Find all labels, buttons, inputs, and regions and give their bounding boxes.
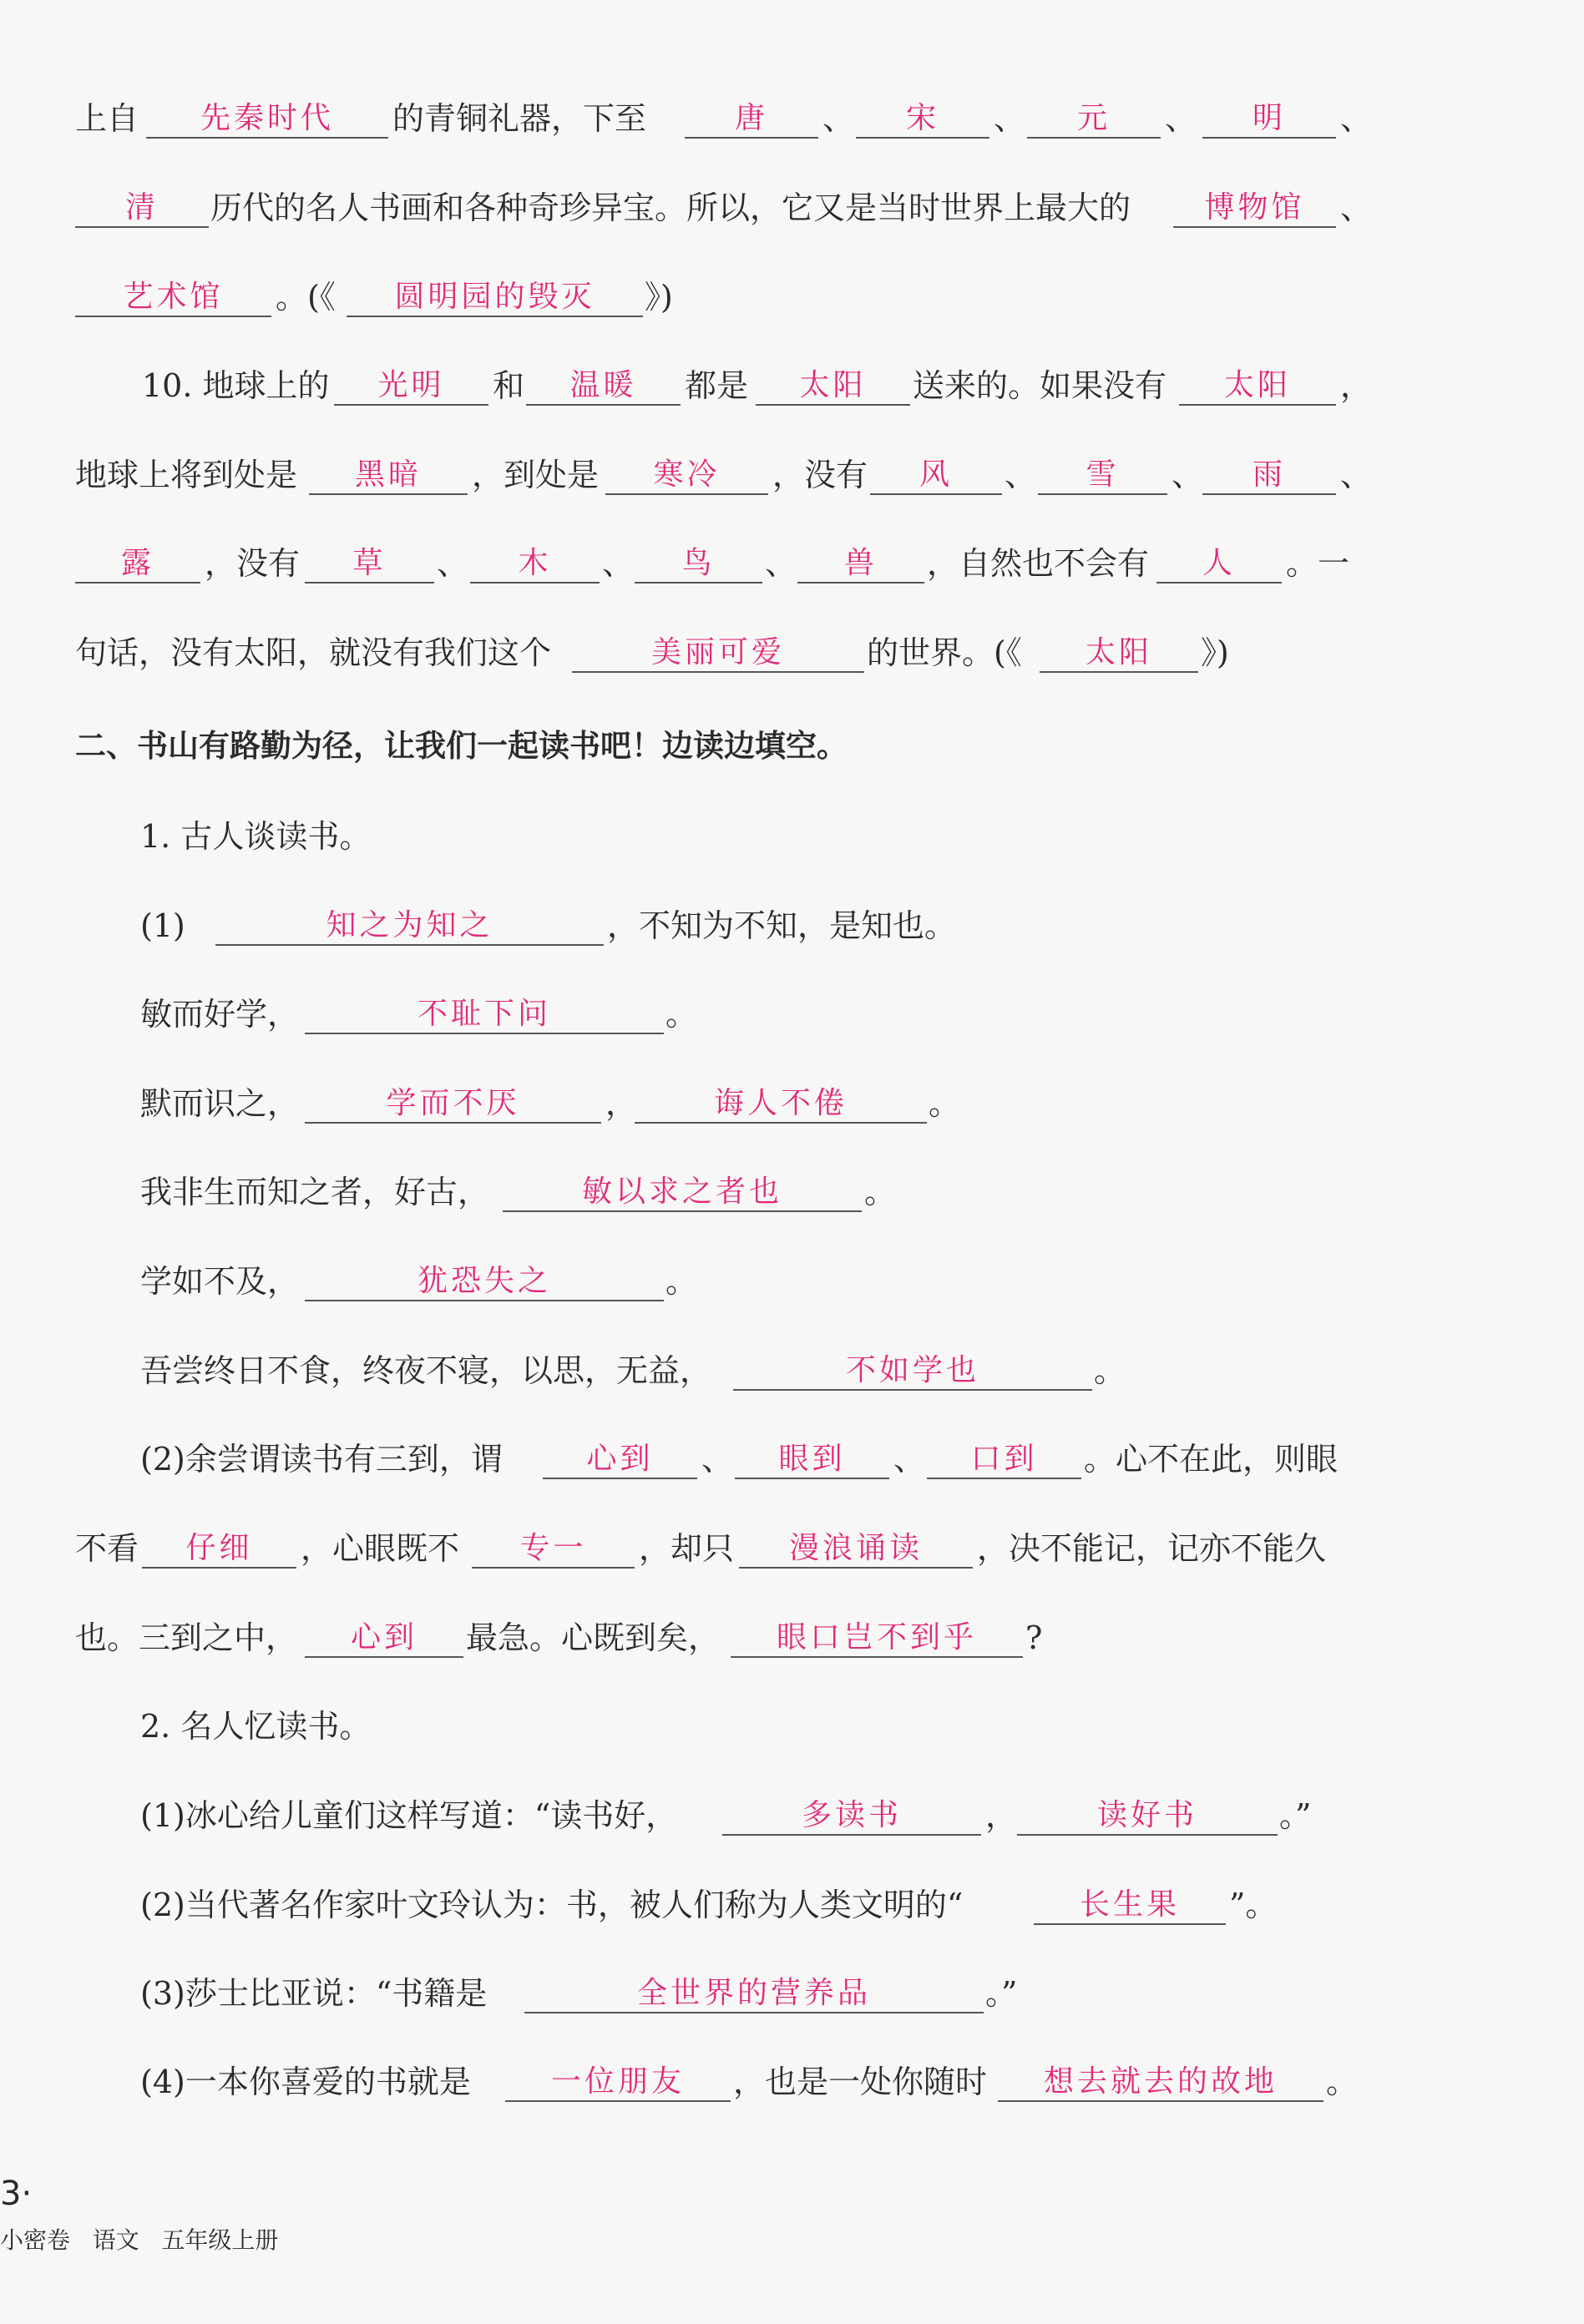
question-text: (1) [140, 907, 185, 944]
text-line [0, 1791, 1584, 1841]
answer-blank[interactable]: 寒冷 [605, 450, 768, 495]
question-text: 最急。心既到矣， [466, 1619, 721, 1656]
question-text: 也。三到之中， [75, 1619, 298, 1656]
question-text: 、 [1340, 100, 1373, 137]
text-line [0, 1346, 1584, 1396]
question-text: 、 [1165, 100, 1197, 137]
answer-blank[interactable]: 光明 [334, 361, 488, 406]
answer-blank[interactable]: 宋 [856, 93, 989, 139]
book-title: 小密卷 语文 五年级上册 [0, 2226, 279, 2254]
question-text: 上自 [75, 100, 139, 137]
question-text: ，决不能记，记亦不能久 [977, 1530, 1327, 1567]
answer-blank[interactable]: 唐 [685, 93, 818, 139]
question-text: 。 [665, 1263, 698, 1300]
question-text: 二、书山有路勤为径，让我们一起读书吧！边读边填空。 [75, 728, 848, 764]
answer-blank[interactable]: 诲人不倦 [635, 1079, 927, 1124]
text-line [0, 538, 1584, 589]
answer-blank[interactable]: 元 [1027, 93, 1161, 139]
question-text: 不看 [75, 1530, 139, 1567]
question-text: 吾尝终日不食，终夜不寝，以思，无益， [140, 1352, 712, 1389]
answer-blank[interactable]: 温暖 [526, 361, 681, 406]
question-text: 的世界。(《 [867, 634, 1022, 671]
question-text: 、 [437, 545, 469, 582]
answer-blank[interactable]: 心到 [305, 1613, 463, 1658]
question-text: ，心眼既不 [301, 1530, 460, 1567]
answer-blank[interactable]: 木 [470, 538, 600, 584]
answer-blank[interactable]: 专一 [472, 1523, 635, 1569]
question-text: 。” [985, 1975, 1018, 2012]
question-text: 。 [665, 996, 698, 1033]
answer-blank[interactable]: 草 [305, 538, 434, 584]
question-text: ，不知为不知，是知也。 [607, 907, 957, 944]
question-text: 。 [929, 1085, 961, 1122]
question-text: (2)余尝谓读书有三到，谓 [140, 1441, 503, 1478]
answer-blank[interactable]: 美丽可爱 [572, 628, 864, 673]
answer-blank[interactable]: 学而不厌 [305, 1079, 601, 1124]
text-line [0, 450, 1584, 500]
question-text: 、 [1340, 457, 1373, 493]
text-line [0, 1256, 1584, 1306]
question-text: 送来的。如果没有 [913, 367, 1167, 404]
question-text: ，也是一处你随时 [733, 2064, 988, 2100]
question-text: 学如不及， [140, 1263, 300, 1300]
text-line [0, 1167, 1584, 1217]
answer-blank[interactable]: 先秦时代 [146, 93, 388, 139]
answer-blank[interactable]: 黑暗 [309, 450, 468, 495]
answer-blank[interactable]: 心到 [543, 1434, 697, 1479]
question-text: ，却只 [639, 1530, 735, 1567]
answer-blank[interactable]: 明 [1202, 93, 1336, 139]
question-text: 、 [765, 545, 797, 582]
answer-blank[interactable]: 清 [75, 183, 209, 228]
question-text: 。(《 [276, 279, 336, 316]
question-text: 句话，没有太阳，就没有我们这个 [75, 634, 552, 671]
answer-blank[interactable]: 读好书 [1017, 1791, 1278, 1836]
answer-blank[interactable]: 鸟 [635, 538, 762, 584]
answer-blank[interactable]: 多读书 [722, 1791, 981, 1836]
answer-blank[interactable]: 一位朋友 [505, 2057, 731, 2102]
answer-blank[interactable]: 不耻下问 [305, 989, 664, 1034]
answer-blank[interactable]: 口到 [927, 1434, 1081, 1479]
text-line [0, 272, 1584, 322]
answer-blank[interactable]: 艺术馆 [75, 272, 271, 317]
answer-blank[interactable]: 漫浪诵读 [739, 1523, 973, 1569]
text-line [0, 1613, 1584, 1663]
question-text: 。 [864, 1174, 897, 1210]
question-text: 、 [1172, 457, 1204, 493]
question-text: 10. 地球上的 [142, 367, 330, 404]
text-line [0, 811, 1584, 861]
answer-blank[interactable]: 露 [75, 538, 200, 584]
question-text: 、 [701, 1441, 734, 1478]
question-text: ，没有 [205, 545, 301, 582]
answer-blank[interactable]: 眼到 [735, 1434, 889, 1479]
question-text: 。” [1279, 1797, 1312, 1834]
answer-blank[interactable]: 长生果 [1034, 1880, 1226, 1925]
question-text: 、 [1005, 457, 1037, 493]
question-text: ”。 [1229, 1887, 1278, 1923]
answer-blank[interactable]: 人 [1156, 538, 1282, 584]
answer-blank[interactable]: 风 [870, 450, 1002, 495]
answer-blank[interactable]: 太阳 [756, 361, 910, 406]
answer-blank[interactable]: 犹恐失之 [305, 1256, 664, 1301]
question-text: ，到处是 [472, 457, 600, 493]
question-text: ， [1340, 367, 1373, 404]
text-line [0, 93, 1584, 144]
question-text: ， [605, 1085, 638, 1122]
question-text: (4)一本你喜爱的书就是 [140, 2064, 471, 2100]
question-text: 。一 [1286, 545, 1350, 582]
question-text: 敏而好学， [140, 996, 300, 1033]
question-text: 、 [994, 100, 1026, 137]
answer-blank[interactable]: 眼口岂不到乎 [731, 1613, 1023, 1658]
answer-blank[interactable]: 想去就去的故地 [998, 2057, 1323, 2102]
question-text: 1. 古人谈读书。 [140, 818, 372, 855]
page-number: 3· [0, 2175, 33, 2213]
text-line [0, 901, 1584, 951]
question-text: 》) [1201, 634, 1229, 671]
text-line [0, 628, 1584, 678]
answer-blank[interactable]: 太阳 [1040, 628, 1198, 673]
answer-blank[interactable]: 不如学也 [733, 1346, 1092, 1391]
text-line [0, 1523, 1584, 1574]
question-text: 地球上将到处是 [75, 457, 298, 493]
text-line [0, 1880, 1584, 1930]
answer-blank[interactable]: 全世界的营养品 [524, 1968, 984, 2013]
answer-blank[interactable]: 仔细 [142, 1523, 296, 1569]
question-text: 的青铜礼器，下至 [392, 100, 647, 137]
answer-blank[interactable]: 博物馆 [1173, 183, 1336, 228]
text-line [0, 2057, 1584, 2107]
question-text: 都是 [685, 367, 749, 404]
question-text: 2. 名人忆读书。 [140, 1708, 372, 1745]
answer-blank[interactable]: 知之为知之 [215, 901, 604, 946]
answer-blank[interactable]: 太阳 [1179, 361, 1336, 406]
text-line [0, 1968, 1584, 2018]
text-line [0, 361, 1584, 411]
question-text: (3)莎士比亚说：“书籍是 [140, 1975, 488, 2012]
question-text: ，没有 [772, 457, 868, 493]
question-text: ， [985, 1797, 1018, 1834]
text-line [0, 1434, 1584, 1484]
text-line [0, 1079, 1584, 1129]
question-text: 、 [602, 545, 635, 582]
question-text: 和 [493, 367, 525, 404]
question-text: 。心不在此，则眼 [1084, 1441, 1339, 1478]
text-line [0, 183, 1584, 233]
question-text: 历代的名人书画和各种奇珍异宝。所以，它又是当时世界上最大的 [210, 189, 1131, 226]
question-text: ? [1025, 1619, 1043, 1656]
question-text: 默而识之， [140, 1085, 300, 1122]
question-text: ，自然也不会有 [927, 545, 1150, 582]
question-text: 、 [1340, 189, 1373, 226]
question-text: 、 [822, 100, 855, 137]
text-line [0, 1701, 1584, 1751]
answer-blank[interactable]: 兽 [797, 538, 924, 584]
question-text: (2)当代著名作家叶文玲认为：书，被人们称为人类文明的“ [140, 1887, 964, 1923]
answer-blank[interactable]: 雨 [1202, 450, 1336, 495]
section-heading [0, 721, 1584, 771]
text-line [0, 989, 1584, 1039]
question-text: (1)冰心给儿童们这样写道：“读书好， [140, 1797, 678, 1834]
question-text: 。 [1326, 2064, 1359, 2100]
question-text: 我非生而知之者，好古， [140, 1174, 490, 1210]
question-text: 、 [893, 1441, 926, 1478]
question-text: 》) [645, 279, 673, 316]
answer-blank[interactable]: 雪 [1038, 450, 1167, 495]
answer-blank[interactable]: 圆明园的毁灭 [347, 272, 643, 317]
answer-blank[interactable]: 敏以求之者也 [503, 1167, 862, 1212]
question-text: 。 [1094, 1352, 1126, 1389]
